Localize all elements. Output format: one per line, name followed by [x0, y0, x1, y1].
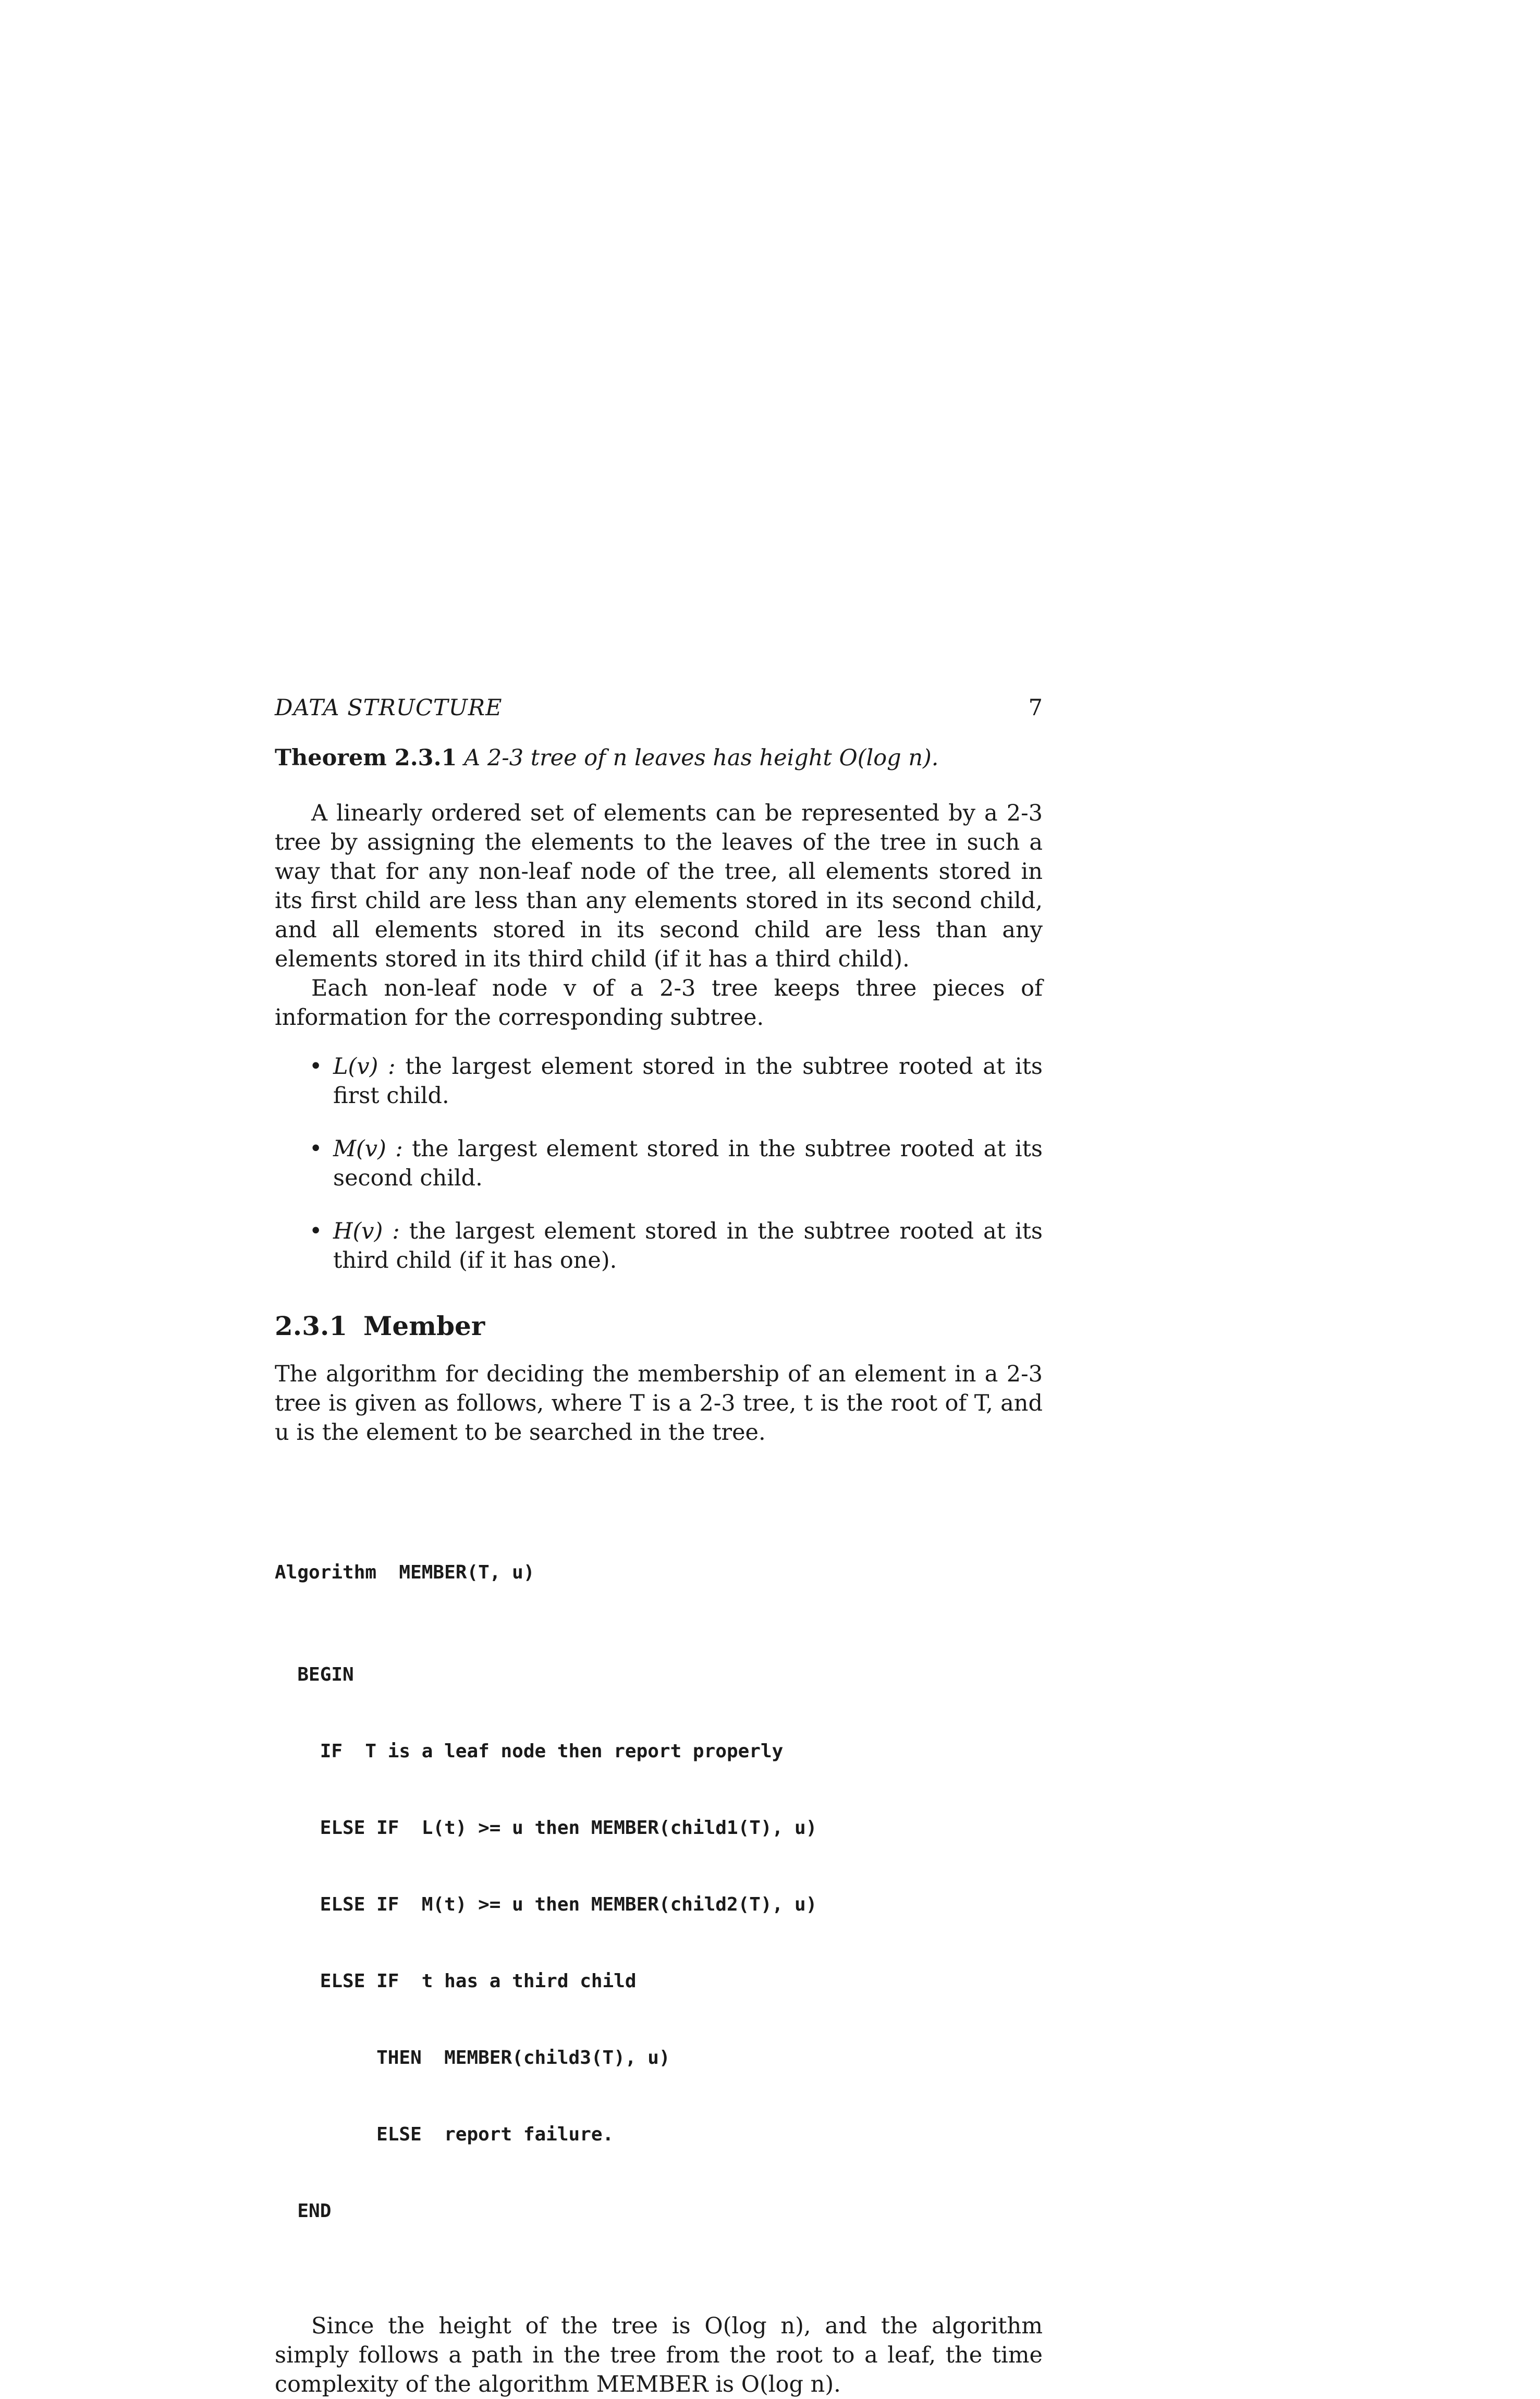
list-item-symbol: M(v) :	[333, 1136, 403, 1162]
bullet-icon: •	[309, 1218, 323, 1244]
list-item	[275, 1052, 1043, 1110]
node-info-list	[275, 1052, 1043, 1275]
bullet-icon: •	[309, 1054, 323, 1080]
running-head-title: DATA STRUCTURE	[275, 695, 503, 721]
list-item-symbol: L(v) :	[333, 1054, 396, 1080]
theorem-label: Theorem 2.3.1	[275, 745, 457, 771]
code-line: END	[275, 2200, 332, 2222]
paragraph-complexity: Since the height of the tree is O(log n), and the algorithm simply follows a path in the tree from the root to a leaf, the time complexity of the algorithm MEMBER is O(log n).	[275, 2313, 1043, 2397]
bullet-icon: •	[309, 1136, 323, 1162]
section-title: Member	[363, 1311, 485, 1341]
list-item-text: the largest element stored in the subtree rooted at its third child (if it has one).	[333, 1218, 1043, 1274]
code-line: THEN MEMBER(child3(T), u)	[275, 2047, 670, 2068]
code-line: BEGIN	[275, 1664, 354, 1685]
list-item-symbol: H(v) :	[333, 1218, 400, 1244]
code-line: ELSE IF t has a third child	[275, 1970, 637, 1992]
section-heading	[275, 1312, 1043, 1341]
page-number: 7	[1028, 695, 1043, 721]
theorem-statement: A 2-3 tree of n leaves has height O(log n).	[464, 745, 939, 771]
list-item	[275, 1217, 1043, 1275]
page-content	[275, 693, 1043, 2399]
list-item-text: the largest element stored in the subtree rooted at its second child.	[333, 1136, 1043, 1191]
algorithm-listing	[275, 1509, 1043, 2275]
code-line: ELSE IF M(t) >= u then MEMBER(child2(T), u)	[275, 1894, 817, 1915]
algorithm-header: Algorithm MEMBER(T, u)	[275, 1562, 535, 1583]
code-line: ELSE IF L(t) >= u then MEMBER(child1(T), u)	[275, 1817, 817, 1839]
running-head	[275, 693, 1043, 723]
code-line: ELSE report failure.	[275, 2124, 614, 2145]
list-item-text: the largest element stored in the subtree rooted at its first child.	[333, 1054, 1043, 1109]
paragraph-node-info: Each non-leaf node v of a 2-3 tree keeps three pieces of information for the corresponding subtree.	[275, 975, 1043, 1031]
list-item	[275, 1134, 1043, 1193]
paragraph-ordered-set: A linearly ordered set of elements can be represented by a 2-3 tree by assigning the elements to the leaves of the tree in such a way that for any non-leaf node of the tree, all elements stored in its first child are less than any elements stored in its second child, and all elements stored in its second child are less than any elements stored in its third child (if it has a third child).	[275, 800, 1043, 972]
section-intro: The algorithm for deciding the membership of an element in a 2-3 tree is given as follows, where T is a 2-3 tree, t is the root of T, and u is the element to be searched in the tree.	[275, 1361, 1043, 1446]
theorem	[275, 743, 1043, 773]
section-number: 2.3.1	[275, 1311, 348, 1341]
code-line: IF T is a leaf node then report properly	[275, 1741, 784, 1762]
